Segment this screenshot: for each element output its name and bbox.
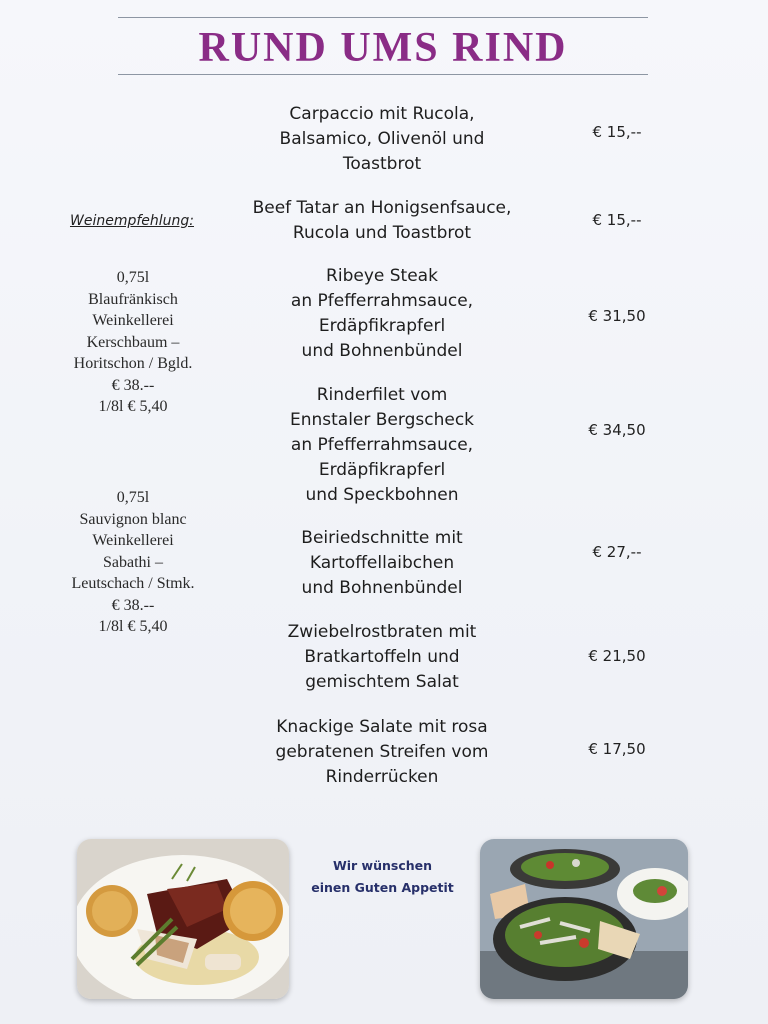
dish-line: Balsamico, Olivenöl und: [279, 129, 485, 149]
dish-line: gemischtem Salat: [305, 672, 459, 692]
wine-recommendation-heading: Weinempfehlung:: [69, 213, 194, 229]
wine-line: Blaufränkisch: [88, 290, 178, 308]
dish-line: Erdäpfikrapferl: [318, 460, 446, 480]
dish-line: Rucola und Toastbrot: [292, 223, 472, 243]
price-beef-tatar: € 15,--: [592, 211, 642, 229]
dish-carpaccio: [232, 102, 532, 177]
dish-rinderfilet: [232, 383, 532, 508]
salad-dish-photo: [480, 839, 688, 999]
price-knackige-salate: € 17,50: [588, 740, 646, 758]
dish-line: Kartoffellaibchen: [309, 553, 455, 573]
wine-line: Horitschon / Bgld.: [73, 355, 193, 372]
dish-line: und Bohnenbündel: [301, 341, 463, 361]
wine-line: 1/8l € 5,40: [98, 398, 168, 415]
wine-sauvignon-blanc: [48, 487, 218, 638]
wine-line: Weinkellerei: [92, 312, 174, 329]
price-beiriedschnitte: € 27,--: [592, 543, 642, 561]
dish-line: gebratenen Streifen vom: [275, 742, 489, 762]
dish-line: Zwiebelrostbraten mit: [287, 622, 477, 642]
wine-line: Kerschbaum –: [86, 333, 180, 351]
dish-line: an Pfefferrahmsauce,: [290, 435, 474, 455]
dish-line: Beiriedschnitte mit: [301, 528, 463, 548]
dish-line: Carpaccio mit Rucola,: [289, 104, 475, 124]
title-top-rule: [118, 17, 648, 18]
dish-line: Knackige Salate mit rosa: [276, 717, 488, 737]
price-ribeye-steak: € 31,50: [588, 307, 646, 325]
dish-line: an Pfefferrahmsauce,: [290, 291, 474, 311]
dish-line: Rinderfilet vom: [316, 385, 448, 405]
steak-dish-illustration: [77, 839, 289, 999]
dish-beiriedschnitte: [232, 526, 532, 601]
dish-beef-tatar: [222, 196, 542, 246]
wine-line: € 38.--: [111, 596, 155, 614]
dish-zwiebelrostbraten: [232, 620, 532, 695]
wine-line: Weinkellerei: [92, 532, 174, 549]
wine-line: Sabathi –: [103, 553, 163, 571]
dish-knackige-salate: [232, 715, 532, 790]
wine-blaufraenkisch: [48, 267, 218, 418]
wine-line: Sauvignon blanc: [79, 510, 187, 528]
dish-line: Erdäpfikrapferl: [318, 316, 446, 336]
wine-line: Leutschach / Stmk.: [71, 575, 195, 592]
page-title: RUND UMS RIND: [198, 25, 568, 71]
price-carpaccio: € 15,--: [592, 123, 642, 141]
appetite-wish: [300, 855, 465, 899]
dish-line: Rinderrücken: [325, 767, 439, 787]
dish-line: Bratkartoffeln und: [304, 647, 460, 667]
wine-line: € 38.--: [111, 376, 155, 394]
price-zwiebelrostbraten: € 21,50: [588, 647, 646, 665]
wine-line: 1/8l € 5,40: [98, 618, 168, 635]
dish-line: Toastbrot: [342, 154, 422, 174]
wine-line: 0,75l: [116, 269, 150, 286]
wish-line: einen Guten Appetit: [311, 880, 454, 895]
title-bottom-rule: [118, 74, 648, 75]
steak-dish-photo: [77, 839, 289, 999]
wine-line: 0,75l: [116, 489, 150, 506]
dish-ribeye-steak: [232, 264, 532, 364]
dish-line: und Bohnenbündel: [301, 578, 463, 598]
salad-dish-illustration: [480, 839, 688, 999]
dish-line: Ennstaler Bergscheck: [289, 410, 475, 430]
dish-line: Beef Tatar an Honigsenfsauce,: [252, 198, 512, 218]
dish-line: Ribeye Steak: [326, 266, 438, 286]
price-rinderfilet: € 34,50: [588, 421, 646, 439]
wish-line: Wir wünschen: [332, 858, 433, 873]
dish-line: und Speckbohnen: [305, 485, 459, 505]
